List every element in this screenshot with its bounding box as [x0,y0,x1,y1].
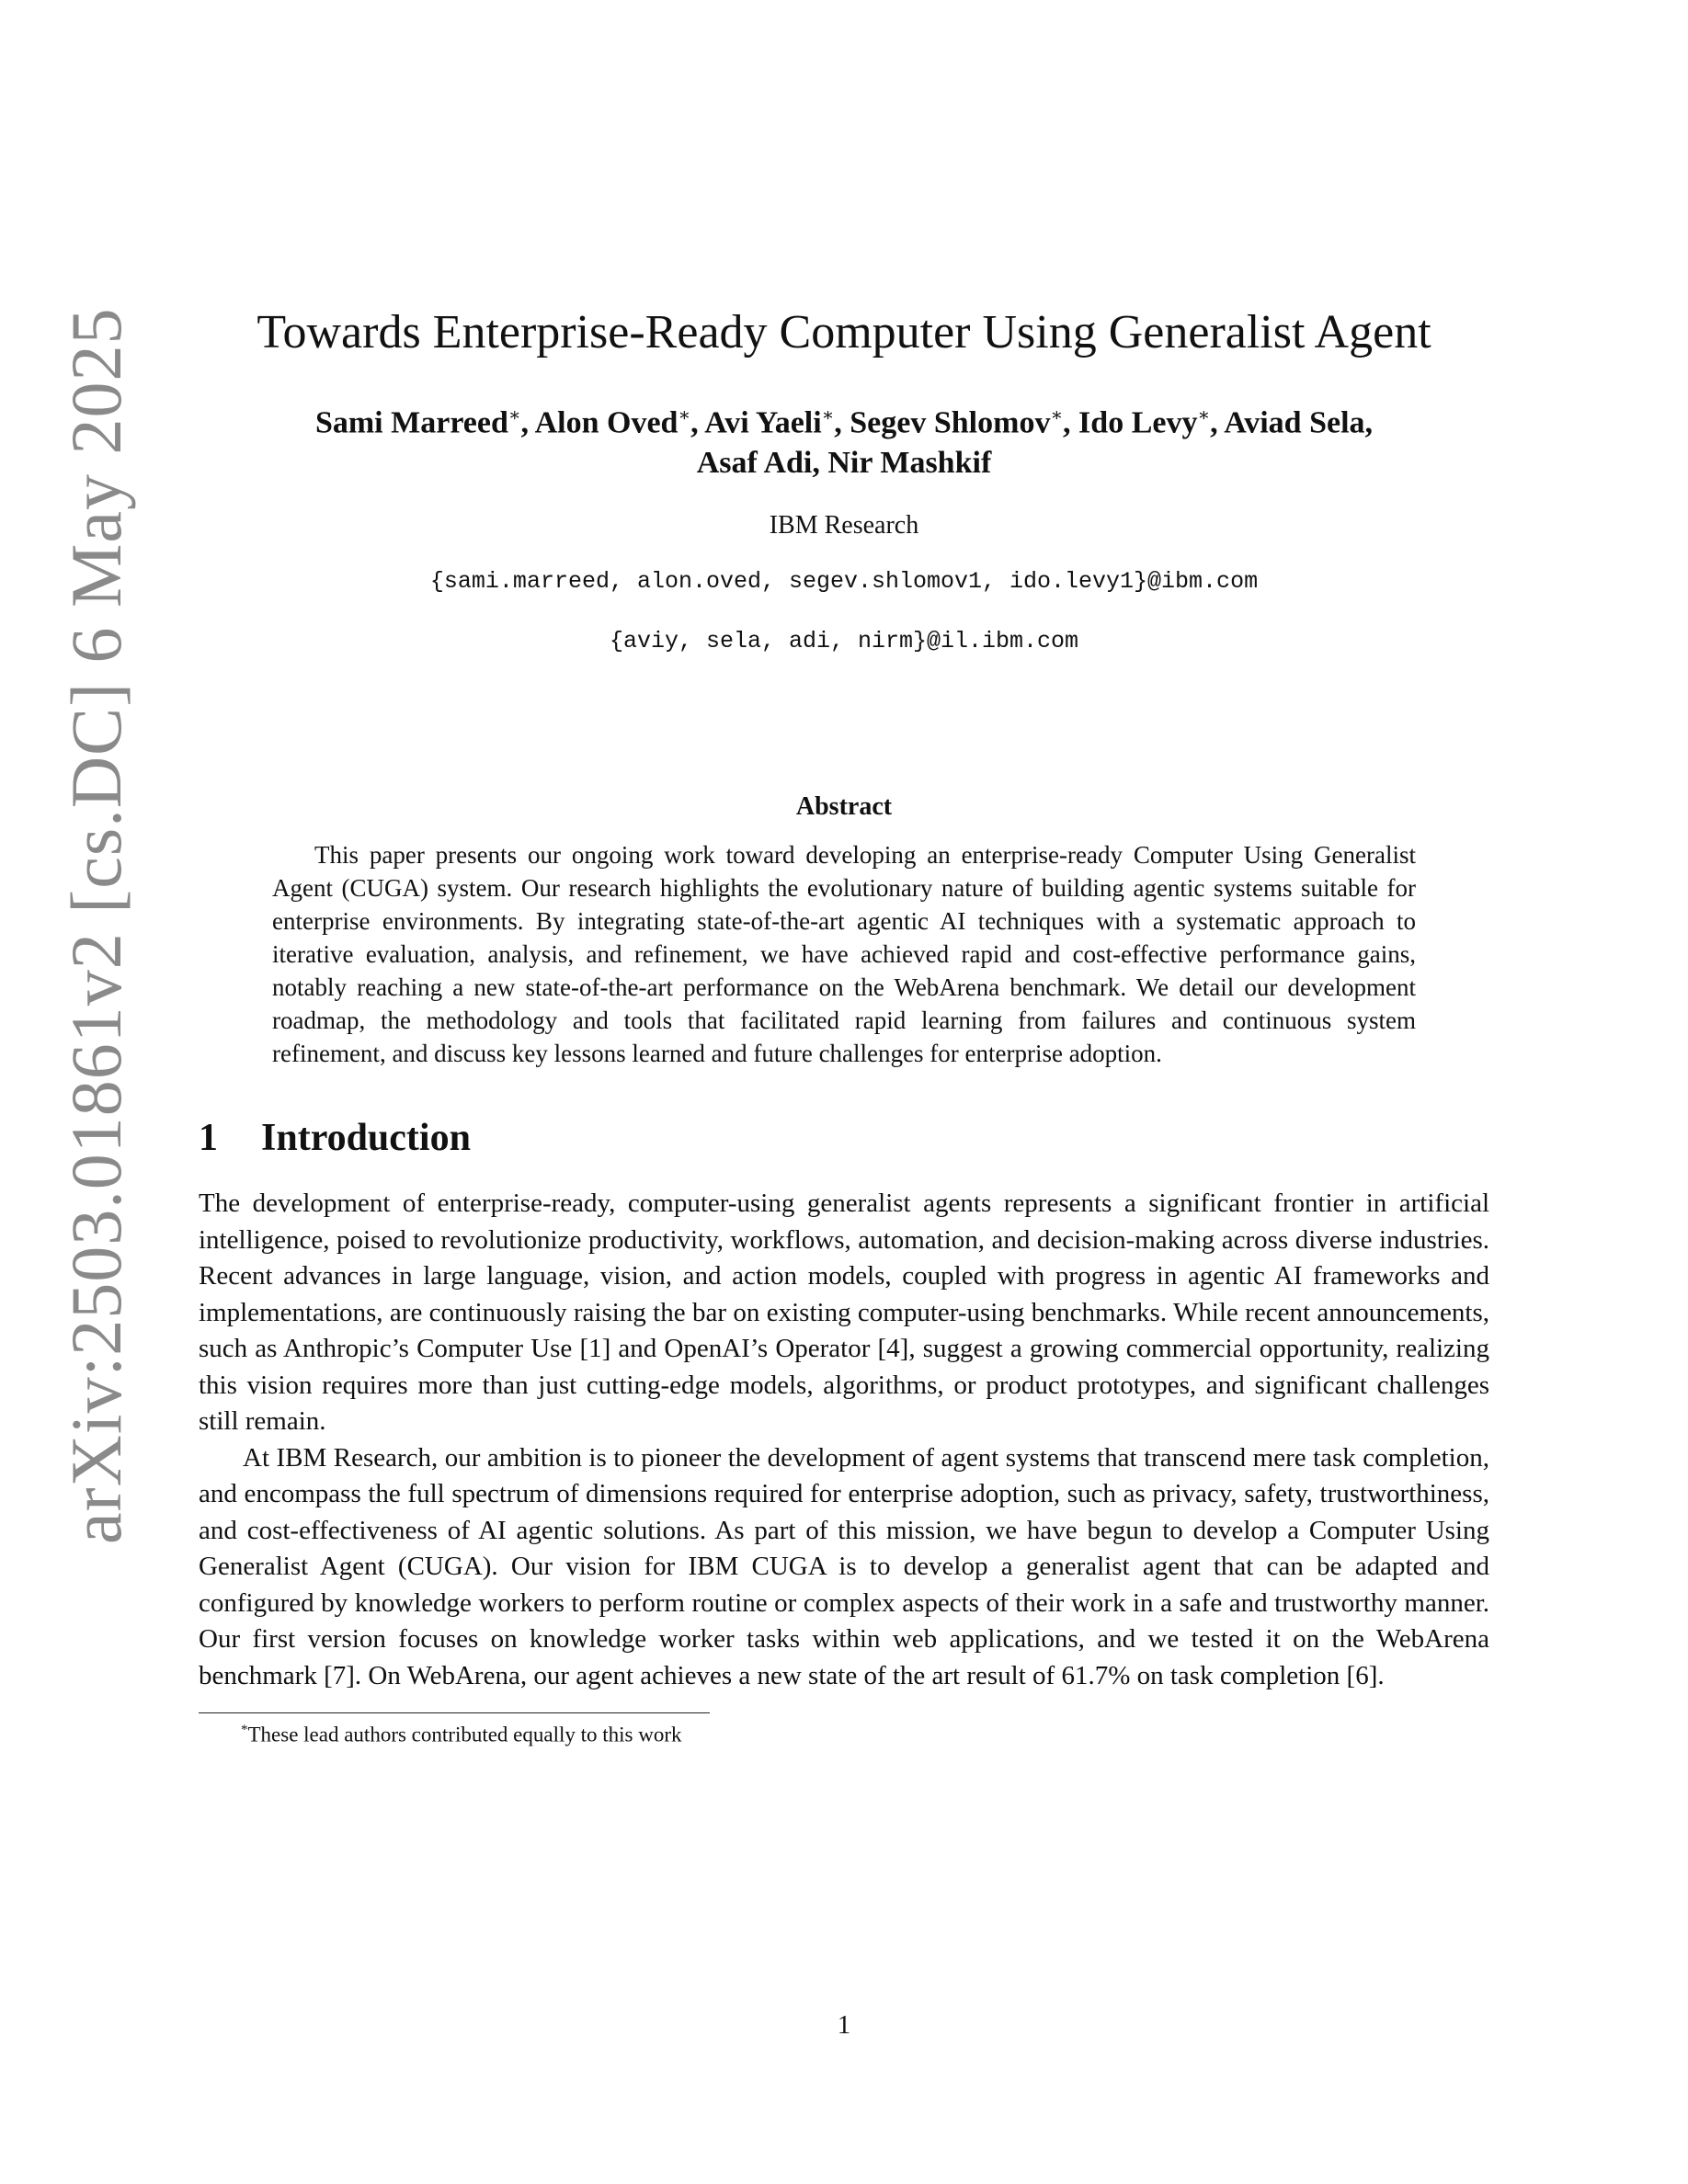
abstract-heading: Abstract [795,792,893,822]
author-name: Segev Shlomov [850,405,1051,440]
author-name: Aviad Sela [1224,405,1365,440]
footnote-text: These lead authors contributed equally to this work [247,1723,682,1746]
footnote [199,1723,1489,1747]
section-number: 1 [199,1117,218,1160]
author-mark: ∗ [821,405,835,426]
paper-title: Towards Enterprise-Ready Computer Using Generalist Agent [257,306,1431,358]
author-name: Sami Marreed [314,405,508,440]
author-name: Asaf Adi [696,446,813,481]
affiliation: IBM Research [769,511,919,540]
author-name: Avi Yaeli [704,405,822,440]
email-line-2: {aviy, sela, adi, nirm}@il.ibm.com [609,628,1079,655]
footnote-mark: * [241,1723,248,1738]
author-mark: ∗ [508,405,521,426]
footnote-rule [199,1712,710,1713]
page-number: 1 [837,2010,851,2040]
section-heading [199,1116,1489,1160]
author-list: Sami Marreed∗, Alon Oved∗, Avi Yaeli∗, Segev Shlomov∗, Ido Levy∗, Aviad Sela, Asaf Adi, Nir Mashkif [314,405,1374,481]
abstract-text: This paper presents our ongoing work toward developing an enterprise-ready Computer Using Generalist Agent (CUGA) system. Our research highlights the evolutionary nature of building agentic systems suitable for enterprise environments. By integrating state-of-the-art agentic AI techniques with a systematic approach to iterative evaluation, analysis, and refinement, we have achieved rapid and cost-effective performance gains, notably reaching a new state-of-the-art performance on the WebArena benchmark. We detail our development roadmap, the methodology and tools that facilitated rapid learning from failures and continuous system refinement, and discuss key lessons learned and future challenges for enterprise adoption. [272,841,1416,1068]
arxiv-identifier: arXiv:2503.01861v2 [cs.DC] 6 May 2025 [56,307,136,1544]
intro-paragraph-2: At IBM Research, our ambition is to pioneer the development of agent systems that transcend mere task completion, and encompass the full spectrum of dimensions required for enterprise adoption, such as privacy, safety, trustworthiness, and cost-effectiveness of AI agentic solutions. As part of this mission, we have begun to develop a Computer Using Generalist Agent (CUGA). Our vision for IBM CUGA is to develop a generalist agent that can be adapted and configured by knowledge workers to perform routine or complex aspects of their work in a safe and trustworthy manner. Our first version focuses on knowledge worker tasks within web applications, and we tested it on the WebArena benchmark [7]. On WebArena, our agent achieves a new state of the art result of 61.7% on task completion [6]. [199,1442,1489,1690]
email-line-1: {sami.marreed, alon.oved, segev.shlomov1, ido.levy1}@ibm.com [429,568,1259,596]
paper-page [199,0,1489,2040]
section-title: Introduction [261,1117,471,1160]
author-mark: ∗ [1197,405,1211,426]
author-name: Alon Oved [534,405,679,440]
author-name: Ido Levy [1078,405,1198,440]
author-name: Nir Mashkif [827,446,992,481]
author-mark: ∗ [678,405,691,426]
author-mark: ∗ [1050,405,1064,426]
intro-paragraph-1: The development of enterprise-ready, computer-using generalist agents represents a significant frontier in artificial intelligence, poised to revolutionize productivity, workflows, automation, and decision-making across diverse industries. Recent advances in large language, vision, and action models, coupled with progress in agentic AI frameworks and implementations, are continuously raising the bar on existing computer-using benchmarks. While recent announcements, such as Anthropic’s Computer Use [1] and OpenAI’s Operator [4], suggest a growing commercial opportunity, realizing this vision requires more than just cutting-edge models, algorithms, or product prototypes, and significant challenges still remain. [199,1189,1489,1437]
